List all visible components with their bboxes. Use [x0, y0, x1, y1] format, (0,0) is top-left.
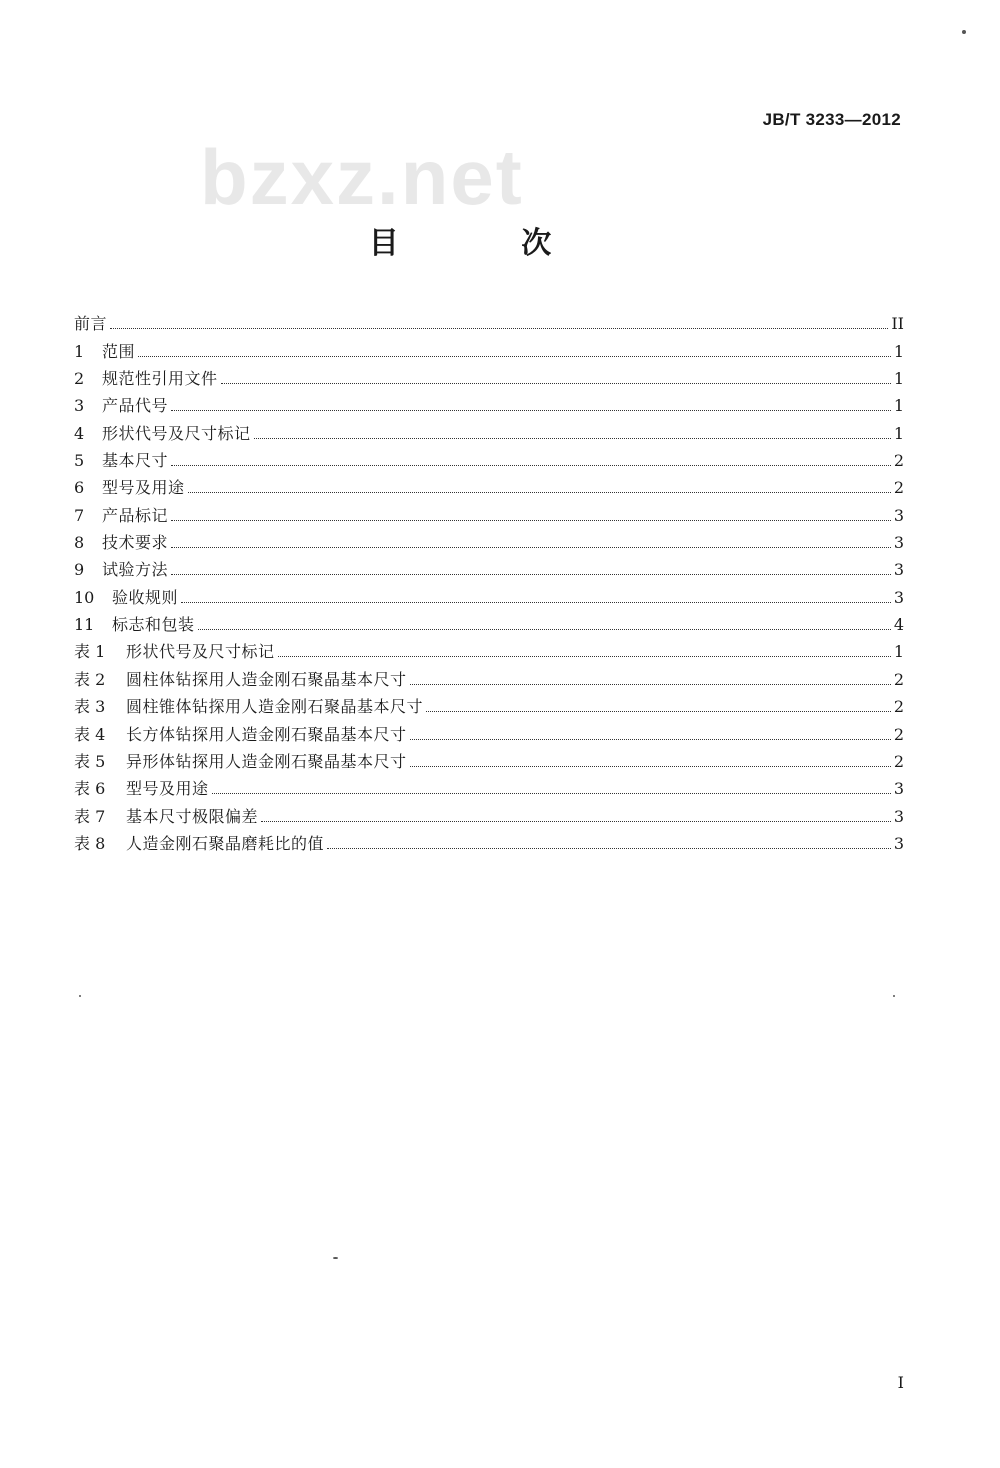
- dot-leader: [254, 438, 891, 439]
- toc-entry-page: 3: [893, 587, 904, 607]
- toc-entry-number: 2: [74, 369, 85, 389]
- toc-entry-number: 表 2: [74, 669, 106, 689]
- toc-entry-number: 6: [74, 478, 85, 498]
- toc-entry-page: 3: [893, 533, 904, 553]
- toc-entry[interactable]: [74, 444, 904, 471]
- toc-entry-label: 型号及用途: [126, 779, 209, 799]
- dot-leader: [221, 383, 891, 384]
- toc-entry-page: 3: [893, 505, 904, 525]
- toc-entry[interactable]: [74, 772, 904, 799]
- toc-entry-number: 1: [74, 341, 85, 361]
- toc-entry-label: 范围: [102, 341, 136, 361]
- toc-entry-number: 11: [74, 615, 95, 635]
- toc-entry[interactable]: [74, 799, 904, 826]
- toc-entry-page: 2: [893, 451, 904, 471]
- toc-entry-label: 基本尺寸极限偏差: [126, 806, 259, 826]
- toc-entry[interactable]: [74, 662, 904, 689]
- dot-leader: [171, 410, 891, 411]
- scan-speck: [893, 995, 895, 997]
- toc-entry-label: 型号及用途: [102, 478, 185, 498]
- toc-entry[interactable]: [74, 717, 904, 744]
- toc-entry-number: 表 5: [74, 751, 106, 771]
- toc-entry-number: 4: [74, 423, 85, 443]
- toc-entry-label: 前言: [74, 314, 108, 334]
- toc-entry-label: 试验方法: [102, 560, 169, 580]
- dot-leader: [110, 328, 888, 329]
- toc-entry[interactable]: [74, 416, 904, 443]
- toc-entry-page: 3: [893, 560, 904, 580]
- dot-leader: [181, 602, 891, 603]
- toc-entry[interactable]: [74, 334, 904, 361]
- dot-leader: [171, 574, 891, 575]
- toc-entry-label: 形状代号及尺寸标记: [102, 423, 251, 443]
- toc-entry-label: 验收规则: [112, 587, 179, 607]
- toc-entry-label: 产品标记: [102, 505, 169, 525]
- toc-entry-number: 表 1: [74, 642, 106, 662]
- scan-speck: [79, 995, 81, 997]
- scan-speck: [333, 1257, 338, 1259]
- toc-entry-number: 表 7: [74, 806, 106, 826]
- toc-entry-number: 9: [74, 560, 85, 580]
- toc-entry[interactable]: [74, 827, 904, 854]
- toc-entry-page: 1: [893, 642, 904, 662]
- dot-leader: [327, 848, 891, 849]
- toc-entry-number: 7: [74, 505, 85, 525]
- watermark: bzxz.net: [200, 133, 524, 221]
- toc-title: 目 次: [368, 226, 608, 261]
- toc-entry[interactable]: [74, 580, 904, 607]
- dot-leader: [171, 520, 891, 521]
- toc-entry-page: 1: [893, 341, 904, 361]
- toc-entry-label: 长方体钻探用人造金刚石聚晶基本尺寸: [126, 724, 407, 744]
- toc-entry[interactable]: [74, 471, 904, 498]
- toc-entry-number: 表 4: [74, 724, 106, 744]
- toc-entry[interactable]: [74, 389, 904, 416]
- scan-speck: [962, 30, 966, 34]
- toc-entry[interactable]: [74, 307, 904, 334]
- dot-leader: [278, 656, 891, 657]
- toc-entry-page: 3: [893, 833, 904, 853]
- toc-entry-label: 基本尺寸: [102, 451, 169, 471]
- dot-leader: [212, 793, 891, 794]
- toc-entry[interactable]: [74, 635, 904, 662]
- toc-entry[interactable]: [74, 745, 904, 772]
- toc-entry-page: 2: [893, 669, 904, 689]
- page-number: I: [897, 1373, 904, 1392]
- toc-entry-number: 8: [74, 533, 85, 553]
- toc-entry-label: 人造金刚石聚晶磨耗比的值: [126, 833, 325, 853]
- toc-entry-page: 2: [893, 724, 904, 744]
- toc-entry-page: 1: [893, 396, 904, 416]
- toc-entry-page: 3: [893, 779, 904, 799]
- toc-entry-label: 异形体钻探用人造金刚石聚晶基本尺寸: [126, 751, 407, 771]
- standard-code: JB/T 3233—2012: [762, 110, 901, 129]
- toc-entry[interactable]: [74, 362, 904, 389]
- toc-entry-page: II: [891, 314, 904, 334]
- toc-entry[interactable]: [74, 526, 904, 553]
- toc-entry-label: 形状代号及尺寸标记: [126, 642, 275, 662]
- toc-entry-label: 圆柱体钻探用人造金刚石聚晶基本尺寸: [126, 669, 407, 689]
- toc-entry[interactable]: [74, 608, 904, 635]
- toc-entry-label: 规范性引用文件: [102, 369, 218, 389]
- toc-entry[interactable]: [74, 690, 904, 717]
- dot-leader: [410, 766, 891, 767]
- toc-entry-number: 表 3: [74, 697, 106, 717]
- toc-entry-number: 3: [74, 396, 85, 416]
- toc-entry-page: 1: [893, 423, 904, 443]
- dot-leader: [426, 711, 891, 712]
- toc-entry-number: 表 8: [74, 833, 106, 853]
- toc-entry-page: 4: [893, 615, 904, 635]
- dot-leader: [188, 492, 891, 493]
- toc-entry-number: 10: [74, 587, 95, 607]
- toc-entry-page: 1: [893, 369, 904, 389]
- toc-entry-page: 2: [893, 697, 904, 717]
- toc-entry-label: 圆柱锥体钻探用人造金刚石聚晶基本尺寸: [126, 697, 424, 717]
- dot-leader: [138, 356, 891, 357]
- toc-entry-number: 5: [74, 451, 85, 471]
- toc-entry-page: 3: [893, 806, 904, 826]
- toc-entry-label: 标志和包装: [112, 615, 195, 635]
- toc-entry[interactable]: [74, 498, 904, 525]
- dot-leader: [198, 629, 891, 630]
- dot-leader: [410, 739, 891, 740]
- dot-leader: [410, 684, 891, 685]
- dot-leader: [261, 821, 891, 822]
- toc-entry-label: 产品代号: [102, 396, 169, 416]
- dot-leader: [171, 465, 891, 466]
- dot-leader: [171, 547, 891, 548]
- table-of-contents: [74, 307, 904, 854]
- toc-entry-page: 2: [893, 478, 904, 498]
- toc-entry[interactable]: [74, 553, 904, 580]
- toc-entry-page: 2: [893, 751, 904, 771]
- toc-entry-label: 技术要求: [102, 533, 169, 553]
- toc-entry-number: 表 6: [74, 779, 106, 799]
